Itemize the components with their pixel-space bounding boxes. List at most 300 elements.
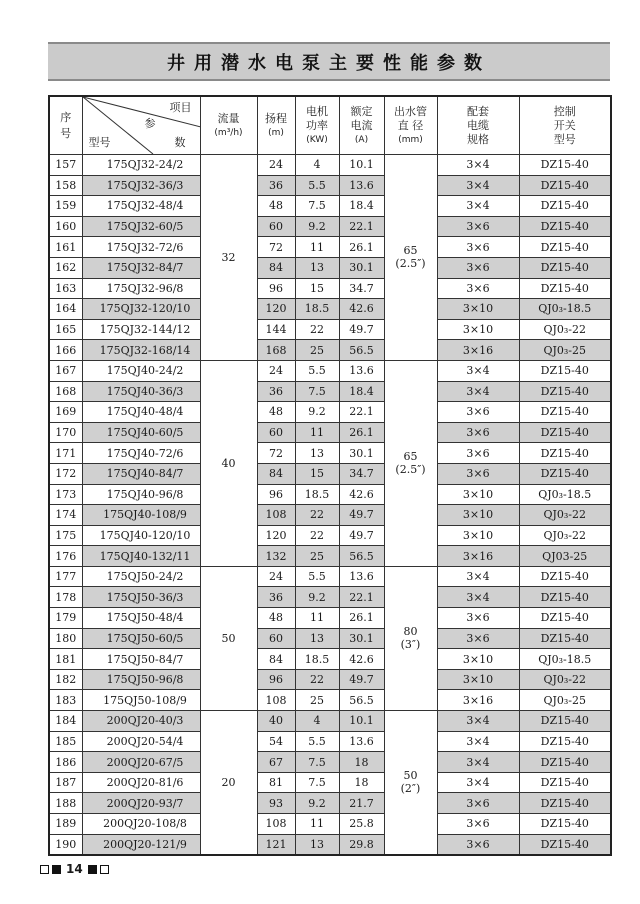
cell-cable: 3×6 xyxy=(437,814,519,835)
cell-current: 26.1 xyxy=(339,422,384,443)
cell-power: 13 xyxy=(295,443,339,464)
cell-current: 56.5 xyxy=(339,546,384,567)
cell-switch: DZ15-40 xyxy=(519,566,611,587)
outlet-mm: 80 xyxy=(403,625,418,639)
cell-head: 24 xyxy=(257,155,295,176)
cell-head: 96 xyxy=(257,278,295,299)
page-number: 14 xyxy=(66,862,83,876)
table-row xyxy=(49,690,611,711)
cell-seq: 173 xyxy=(49,484,82,505)
cell-model: 175QJ32-72/6 xyxy=(82,237,200,258)
cell-head: 81 xyxy=(257,772,295,793)
cell-head: 121 xyxy=(257,834,295,855)
cell-cable: 3×6 xyxy=(437,463,519,484)
cell-switch: QJ0₃-25 xyxy=(519,340,611,361)
cell-flow: 50 xyxy=(200,566,257,710)
cell-model: 175QJ40-132/11 xyxy=(82,546,200,567)
table-row xyxy=(49,772,611,793)
table-row xyxy=(49,216,611,237)
cell-switch: DZ15-40 xyxy=(519,608,611,629)
cell-cable: 3×4 xyxy=(437,587,519,608)
cell-switch: DZ15-40 xyxy=(519,834,611,855)
cell-head: 60 xyxy=(257,628,295,649)
header-model: 型号 xyxy=(88,136,111,149)
table-row xyxy=(49,278,611,299)
title-bar xyxy=(48,42,610,81)
cell-switch: DZ15-40 xyxy=(519,257,611,278)
cell-power: 5.5 xyxy=(295,175,339,196)
cell-current: 30.1 xyxy=(339,628,384,649)
cell-head: 120 xyxy=(257,525,295,546)
cell-current: 49.7 xyxy=(339,319,384,340)
cell-cable: 3×6 xyxy=(437,793,519,814)
outlet-inch: (3″) xyxy=(400,638,421,652)
cell-cable: 3×4 xyxy=(437,381,519,402)
table-row xyxy=(49,566,611,587)
cell-power: 15 xyxy=(295,463,339,484)
header-power: 电机功率 (KW) xyxy=(295,96,339,155)
cell-power: 9.2 xyxy=(295,587,339,608)
cell-current: 18 xyxy=(339,772,384,793)
cell-current: 18.4 xyxy=(339,196,384,217)
cell-head: 168 xyxy=(257,340,295,361)
cell-model: 175QJ40-60/5 xyxy=(82,422,200,443)
cell-model: 175QJ32-120/10 xyxy=(82,299,200,320)
cell-power: 22 xyxy=(295,505,339,526)
cell-seq: 172 xyxy=(49,463,82,484)
cell-switch: DZ15-40 xyxy=(519,731,611,752)
cell-power: 18.5 xyxy=(295,484,339,505)
cell-model: 175QJ50-84/7 xyxy=(82,649,200,670)
cell-cable: 3×4 xyxy=(437,155,519,176)
table-row xyxy=(49,257,611,278)
cell-power: 11 xyxy=(295,608,339,629)
cell-switch: QJ03-25 xyxy=(519,546,611,567)
cell-seq: 166 xyxy=(49,340,82,361)
cell-seq: 162 xyxy=(49,257,82,278)
table-row xyxy=(49,360,611,381)
cell-seq: 168 xyxy=(49,381,82,402)
cell-model: 175QJ32-168/14 xyxy=(82,340,200,361)
table-row xyxy=(49,546,611,567)
cell-cable: 3×10 xyxy=(437,484,519,505)
cell-cable: 3×4 xyxy=(437,196,519,217)
table-row xyxy=(49,196,611,217)
cell-head: 144 xyxy=(257,319,295,340)
cell-cable: 3×4 xyxy=(437,711,519,732)
cell-head: 54 xyxy=(257,731,295,752)
cell-seq: 177 xyxy=(49,566,82,587)
cell-switch: QJ0₃-22 xyxy=(519,319,611,340)
cell-switch: DZ15-40 xyxy=(519,443,611,464)
header-count: 数 xyxy=(174,136,186,149)
cell-seq: 182 xyxy=(49,669,82,690)
cell-cable: 3×10 xyxy=(437,525,519,546)
cell-model: 175QJ40-108/9 xyxy=(82,505,200,526)
cell-model: 200QJ20-121/9 xyxy=(82,834,200,855)
cell-flow: 20 xyxy=(200,711,257,855)
cell-seq: 178 xyxy=(49,587,82,608)
cell-seq: 167 xyxy=(49,360,82,381)
table-row xyxy=(49,793,611,814)
cell-current: 56.5 xyxy=(339,340,384,361)
cell-current: 49.7 xyxy=(339,669,384,690)
cell-current: 30.1 xyxy=(339,257,384,278)
cell-flow: 40 xyxy=(200,360,257,566)
table-row xyxy=(49,731,611,752)
cell-head: 108 xyxy=(257,690,295,711)
cell-power: 22 xyxy=(295,319,339,340)
page-footer xyxy=(40,862,109,876)
cell-switch: DZ15-40 xyxy=(519,752,611,773)
cell-outlet xyxy=(384,155,437,361)
cell-seq: 181 xyxy=(49,649,82,670)
table-row xyxy=(49,628,611,649)
cell-model: 175QJ40-120/10 xyxy=(82,525,200,546)
cell-head: 36 xyxy=(257,175,295,196)
cell-cable: 3×4 xyxy=(437,772,519,793)
cell-model: 175QJ32-24/2 xyxy=(82,155,200,176)
cell-outlet xyxy=(384,566,437,710)
cell-power: 7.5 xyxy=(295,381,339,402)
table-row xyxy=(49,711,611,732)
table-row xyxy=(49,463,611,484)
cell-seq: 187 xyxy=(49,772,82,793)
cell-switch: QJ0₃-18.5 xyxy=(519,299,611,320)
cell-cable: 3×16 xyxy=(437,690,519,711)
cell-power: 5.5 xyxy=(295,731,339,752)
header-seq: 序号 xyxy=(49,96,82,155)
cell-power: 25 xyxy=(295,340,339,361)
cell-power: 5.5 xyxy=(295,566,339,587)
cell-head: 108 xyxy=(257,505,295,526)
cell-power: 18.5 xyxy=(295,649,339,670)
cell-seq: 180 xyxy=(49,628,82,649)
cell-power: 9.2 xyxy=(295,793,339,814)
table-row xyxy=(49,505,611,526)
square-outline-icon xyxy=(100,865,109,874)
cell-power: 11 xyxy=(295,422,339,443)
cell-head: 84 xyxy=(257,257,295,278)
cell-switch: DZ15-40 xyxy=(519,463,611,484)
cell-seq: 165 xyxy=(49,319,82,340)
table-row xyxy=(49,175,611,196)
cell-head: 48 xyxy=(257,402,295,423)
cell-current: 56.5 xyxy=(339,690,384,711)
cell-head: 108 xyxy=(257,814,295,835)
table-row xyxy=(49,340,611,361)
cell-model: 175QJ50-108/9 xyxy=(82,690,200,711)
outlet-mm: 65 xyxy=(403,244,418,258)
cell-model: 175QJ40-84/7 xyxy=(82,463,200,484)
cell-current: 42.6 xyxy=(339,299,384,320)
cell-model: 175QJ32-48/4 xyxy=(82,196,200,217)
header-current: 额定电流 (A) xyxy=(339,96,384,155)
cell-seq: 174 xyxy=(49,505,82,526)
cell-cable: 3×6 xyxy=(437,402,519,423)
cell-current: 18.4 xyxy=(339,381,384,402)
header-switch: 控制开关型号 xyxy=(519,96,611,155)
cell-flow: 32 xyxy=(200,155,257,361)
performance-table xyxy=(48,95,612,856)
cell-model: 200QJ20-54/4 xyxy=(82,731,200,752)
cell-cable: 3×6 xyxy=(437,257,519,278)
cell-seq: 164 xyxy=(49,299,82,320)
cell-switch: QJ0₃-18.5 xyxy=(519,649,611,670)
table-row xyxy=(49,834,611,855)
cell-head: 40 xyxy=(257,711,295,732)
cell-cable: 3×6 xyxy=(437,216,519,237)
table-row xyxy=(49,381,611,402)
cell-power: 11 xyxy=(295,237,339,258)
cell-model: 200QJ20-108/8 xyxy=(82,814,200,835)
cell-switch: QJ0₃-22 xyxy=(519,525,611,546)
cell-seq: 185 xyxy=(49,731,82,752)
cell-head: 60 xyxy=(257,216,295,237)
cell-power: 15 xyxy=(295,278,339,299)
cell-model: 175QJ32-60/5 xyxy=(82,216,200,237)
cell-model: 175QJ50-60/5 xyxy=(82,628,200,649)
cell-head: 84 xyxy=(257,463,295,484)
cell-cable: 3×16 xyxy=(437,546,519,567)
cell-seq: 189 xyxy=(49,814,82,835)
cell-switch: QJ0₃-22 xyxy=(519,669,611,690)
table-row xyxy=(49,587,611,608)
cell-head: 72 xyxy=(257,443,295,464)
cell-seq: 183 xyxy=(49,690,82,711)
cell-cable: 3×4 xyxy=(437,566,519,587)
header-flow: 流量 (m³/h) xyxy=(200,96,257,155)
cell-cable: 3×10 xyxy=(437,319,519,340)
header-cable: 配套电缆规格 xyxy=(437,96,519,155)
cell-cable: 3×10 xyxy=(437,299,519,320)
cell-power: 7.5 xyxy=(295,752,339,773)
cell-cable: 3×6 xyxy=(437,628,519,649)
cell-switch: DZ15-40 xyxy=(519,155,611,176)
cell-power: 9.2 xyxy=(295,216,339,237)
cell-switch: DZ15-40 xyxy=(519,587,611,608)
cell-seq: 171 xyxy=(49,443,82,464)
cell-current: 29.8 xyxy=(339,834,384,855)
cell-head: 36 xyxy=(257,381,295,402)
cell-power: 22 xyxy=(295,669,339,690)
cell-switch: DZ15-40 xyxy=(519,772,611,793)
cell-model: 175QJ50-36/3 xyxy=(82,587,200,608)
header-diagonal xyxy=(82,96,200,155)
cell-power: 13 xyxy=(295,834,339,855)
cell-current: 49.7 xyxy=(339,525,384,546)
cell-switch: QJ0₃-22 xyxy=(519,505,611,526)
page-title: 井用潜水电泵主要性能参数 xyxy=(167,52,491,74)
cell-current: 42.6 xyxy=(339,649,384,670)
cell-power: 18.5 xyxy=(295,299,339,320)
outlet-inch: (2.5″) xyxy=(395,463,426,477)
cell-cable: 3×6 xyxy=(437,443,519,464)
cell-head: 48 xyxy=(257,196,295,217)
cell-head: 67 xyxy=(257,752,295,773)
table-row xyxy=(49,669,611,690)
table-row xyxy=(49,299,611,320)
cell-seq: 158 xyxy=(49,175,82,196)
cell-model: 200QJ20-93/7 xyxy=(82,793,200,814)
cell-switch: DZ15-40 xyxy=(519,402,611,423)
cell-head: 120 xyxy=(257,299,295,320)
cell-cable: 3×6 xyxy=(437,834,519,855)
cell-switch: DZ15-40 xyxy=(519,814,611,835)
cell-model: 200QJ20-81/6 xyxy=(82,772,200,793)
table-row xyxy=(49,237,611,258)
cell-cable: 3×10 xyxy=(437,505,519,526)
cell-current: 30.1 xyxy=(339,443,384,464)
cell-power: 13 xyxy=(295,628,339,649)
cell-model: 175QJ50-96/8 xyxy=(82,669,200,690)
cell-seq: 170 xyxy=(49,422,82,443)
cell-seq: 163 xyxy=(49,278,82,299)
cell-head: 60 xyxy=(257,422,295,443)
table-row xyxy=(49,814,611,835)
cell-seq: 179 xyxy=(49,608,82,629)
table-row xyxy=(49,422,611,443)
cell-model: 175QJ40-96/8 xyxy=(82,484,200,505)
cell-switch: DZ15-40 xyxy=(519,175,611,196)
cell-switch: QJ0₃-25 xyxy=(519,690,611,711)
cell-cable: 3×4 xyxy=(437,752,519,773)
cell-current: 34.7 xyxy=(339,278,384,299)
cell-model: 200QJ20-40/3 xyxy=(82,711,200,732)
table-row xyxy=(49,608,611,629)
cell-seq: 186 xyxy=(49,752,82,773)
cell-cable: 3×4 xyxy=(437,731,519,752)
table-body xyxy=(49,155,611,855)
cell-current: 22.1 xyxy=(339,587,384,608)
cell-power: 7.5 xyxy=(295,772,339,793)
square-filled-icon xyxy=(52,865,61,874)
cell-head: 96 xyxy=(257,484,295,505)
outlet-mm: 50 xyxy=(403,769,418,783)
cell-model: 175QJ40-48/4 xyxy=(82,402,200,423)
cell-model: 175QJ40-72/6 xyxy=(82,443,200,464)
cell-switch: DZ15-40 xyxy=(519,196,611,217)
cell-cable: 3×6 xyxy=(437,278,519,299)
cell-seq: 176 xyxy=(49,546,82,567)
cell-current: 18 xyxy=(339,752,384,773)
cell-cable: 3×4 xyxy=(437,360,519,381)
cell-model: 175QJ32-84/7 xyxy=(82,257,200,278)
cell-outlet xyxy=(384,711,437,855)
cell-current: 22.1 xyxy=(339,216,384,237)
cell-cable: 3×6 xyxy=(437,608,519,629)
cell-current: 21.7 xyxy=(339,793,384,814)
cell-head: 24 xyxy=(257,566,295,587)
cell-current: 10.1 xyxy=(339,155,384,176)
cell-model: 175QJ40-36/3 xyxy=(82,381,200,402)
square-outline-icon xyxy=(40,865,49,874)
cell-power: 25 xyxy=(295,546,339,567)
cell-cable: 3×6 xyxy=(437,422,519,443)
cell-head: 132 xyxy=(257,546,295,567)
cell-current: 13.6 xyxy=(339,731,384,752)
cell-seq: 159 xyxy=(49,196,82,217)
cell-current: 10.1 xyxy=(339,711,384,732)
table-row xyxy=(49,402,611,423)
outlet-inch: (2.5″) xyxy=(395,257,426,271)
cell-head: 93 xyxy=(257,793,295,814)
cell-cable: 3×10 xyxy=(437,649,519,670)
cell-head: 36 xyxy=(257,587,295,608)
table-row xyxy=(49,484,611,505)
table-row xyxy=(49,649,611,670)
cell-switch: DZ15-40 xyxy=(519,793,611,814)
cell-power: 9.2 xyxy=(295,402,339,423)
cell-power: 7.5 xyxy=(295,196,339,217)
table-row xyxy=(49,752,611,773)
cell-power: 25 xyxy=(295,690,339,711)
header-outlet: 出水管直 径 (mm) xyxy=(384,96,437,155)
cell-head: 84 xyxy=(257,649,295,670)
cell-current: 26.1 xyxy=(339,237,384,258)
cell-switch: DZ15-40 xyxy=(519,711,611,732)
cell-power: 5.5 xyxy=(295,360,339,381)
header-head: 扬程 (m) xyxy=(257,96,295,155)
cell-switch: DZ15-40 xyxy=(519,381,611,402)
table-row xyxy=(49,443,611,464)
cell-power: 4 xyxy=(295,155,339,176)
cell-model: 175QJ50-48/4 xyxy=(82,608,200,629)
cell-seq: 157 xyxy=(49,155,82,176)
cell-model: 175QJ50-24/2 xyxy=(82,566,200,587)
cell-current: 26.1 xyxy=(339,608,384,629)
cell-seq: 190 xyxy=(49,834,82,855)
cell-seq: 184 xyxy=(49,711,82,732)
cell-cable: 3×4 xyxy=(437,175,519,196)
cell-power: 11 xyxy=(295,814,339,835)
cell-power: 22 xyxy=(295,525,339,546)
cell-switch: DZ15-40 xyxy=(519,422,611,443)
cell-current: 49.7 xyxy=(339,505,384,526)
cell-switch: QJ0₃-18.5 xyxy=(519,484,611,505)
cell-current: 42.6 xyxy=(339,484,384,505)
header-row xyxy=(49,96,611,155)
table-row xyxy=(49,155,611,176)
cell-seq: 175 xyxy=(49,525,82,546)
cell-model: 175QJ32-144/12 xyxy=(82,319,200,340)
cell-cable: 3×10 xyxy=(437,669,519,690)
header-param: 参 xyxy=(144,117,156,130)
cell-seq: 161 xyxy=(49,237,82,258)
table-row xyxy=(49,525,611,546)
cell-current: 13.6 xyxy=(339,566,384,587)
cell-switch: DZ15-40 xyxy=(519,278,611,299)
cell-current: 34.7 xyxy=(339,463,384,484)
cell-switch: DZ15-40 xyxy=(519,628,611,649)
cell-model: 175QJ40-24/2 xyxy=(82,360,200,381)
cell-current: 13.6 xyxy=(339,175,384,196)
table-row xyxy=(49,319,611,340)
cell-model: 175QJ32-96/8 xyxy=(82,278,200,299)
cell-power: 4 xyxy=(295,711,339,732)
cell-cable: 3×16 xyxy=(437,340,519,361)
cell-seq: 160 xyxy=(49,216,82,237)
cell-outlet xyxy=(384,360,437,566)
cell-model: 200QJ20-67/5 xyxy=(82,752,200,773)
cell-switch: DZ15-40 xyxy=(519,237,611,258)
cell-head: 96 xyxy=(257,669,295,690)
square-filled-icon xyxy=(88,865,97,874)
cell-power: 13 xyxy=(295,257,339,278)
outlet-inch: (2″) xyxy=(400,782,421,796)
cell-switch: DZ15-40 xyxy=(519,216,611,237)
cell-switch: DZ15-40 xyxy=(519,360,611,381)
